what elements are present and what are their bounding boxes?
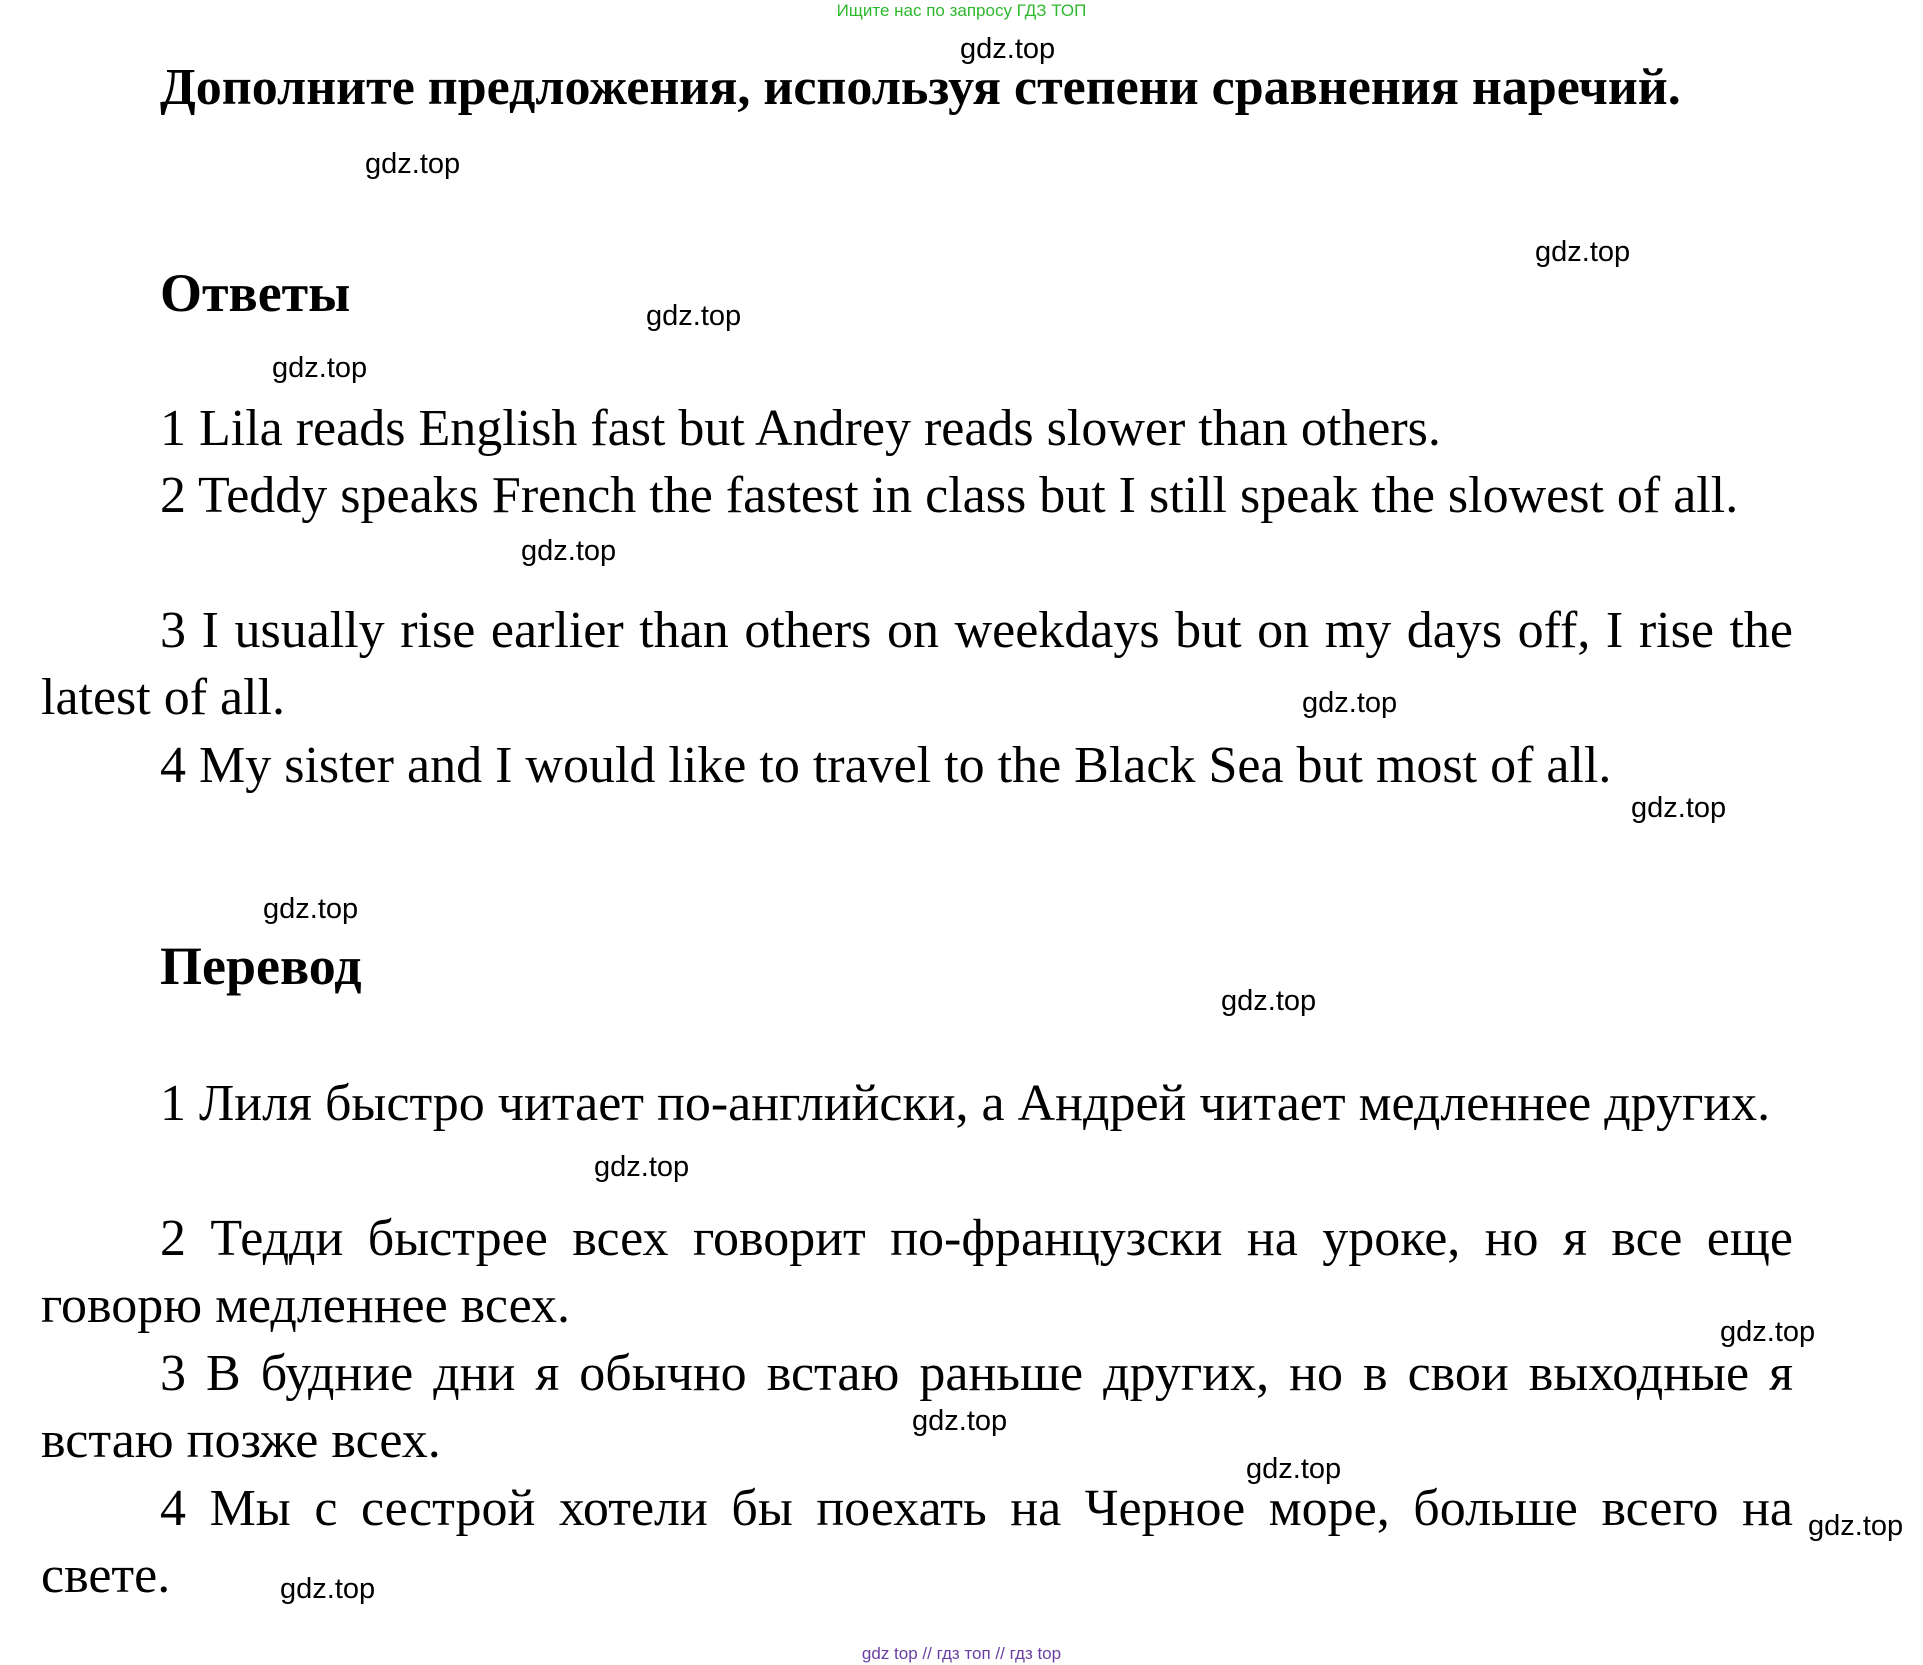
- watermark-label: gdz.top: [1246, 1453, 1342, 1485]
- watermark-label: gdz.top: [521, 535, 617, 567]
- translation-item-3: 3 В будние дни я обычно встаю раньше других, но в свои выходные я встаю позже всех.: [41, 1345, 1793, 1469]
- watermark-label: gdz.top: [1808, 1510, 1904, 1542]
- watermark-label: gdz.top: [1535, 236, 1631, 268]
- watermark-label: gdz.top: [594, 1151, 690, 1183]
- translation-heading: Перевод: [160, 936, 362, 996]
- watermark-label: gdz.top: [272, 352, 368, 384]
- translation-item-1: 1 Лиля быстро читает по-английски, а Андрей читает медленнее других.: [160, 1075, 1771, 1132]
- answer-item-1: 1 Lila reads English fast but Andrey reads slower than others.: [160, 400, 1441, 457]
- watermark-label: gdz.top: [646, 300, 742, 332]
- bottom-banner: gdz top // гдз топ // гдз top: [861, 1644, 1062, 1663]
- watermark-label: gdz.top: [1720, 1316, 1816, 1348]
- answer-item-4: 4 My sister and I would like to travel to the Black Sea but most of all.: [160, 737, 1612, 794]
- translation-item-4: 4 Мы с сестрой хотели бы поехать на Черное море, больше всего на свете.: [41, 1480, 1793, 1604]
- answers-heading: Ответы: [160, 263, 351, 323]
- answer-item-2: 2 Teddy speaks French the fastest in class but I still speak the slowest of all.: [160, 467, 1739, 524]
- task-instruction: Дополните предложения, используя степени сравнения наречий.: [160, 59, 1681, 116]
- watermark-label: gdz.top: [365, 148, 461, 180]
- translation-item-2: 2 Тедди быстрее всех говорит по-французски на уроке, но я все еще говорю медленнее всех.: [41, 1210, 1793, 1334]
- answer-item-3: 3 I usually rise earlier than others on weekdays but on my days off, I rise the latest of all.: [41, 602, 1793, 726]
- watermark-label: gdz.top: [263, 893, 359, 925]
- watermark-label: gdz.top: [280, 1573, 376, 1605]
- watermark-label: gdz.top: [912, 1405, 1008, 1437]
- top-banner: Ищите нас по запросу ГДЗ ТОП: [836, 1, 1087, 20]
- watermark-label: gdz.top: [1631, 792, 1727, 824]
- watermark-label: gdz.top: [960, 33, 1056, 65]
- watermark-label: gdz.top: [1302, 687, 1398, 719]
- watermark-label: gdz.top: [1221, 985, 1317, 1017]
